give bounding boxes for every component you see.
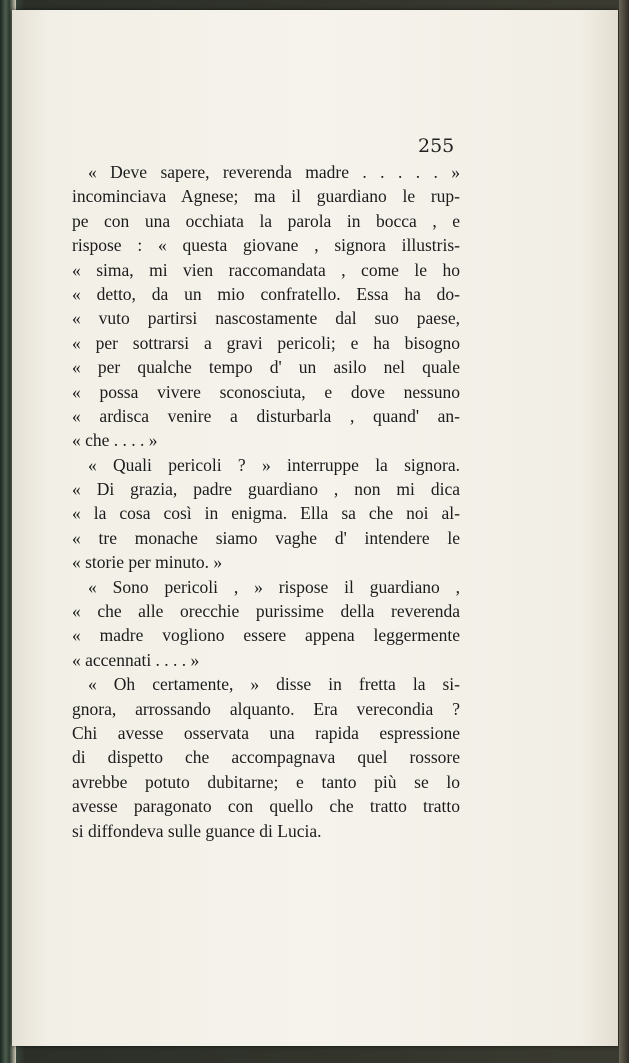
text-line: gnora, arrossando alquanto. Era verecondia ? (72, 698, 460, 719)
page-edge-shadow (619, 0, 629, 1063)
text-line: pe con una occhiata la parola in bocca , e (72, 210, 460, 231)
text-line: incominciava Agnese; ma il guardiano le rup- (72, 186, 460, 207)
text-line: Chi avesse osservata una rapida espressione (72, 722, 460, 743)
text-line: « vuto partirsi nascostamente dal suo paese, (72, 308, 460, 329)
body-text (72, 160, 460, 843)
text-line: « sima, mi vien raccomandata , come le ho (72, 259, 460, 280)
text-line: « la cosa così in enigma. Ella sa che noi al- (72, 503, 460, 524)
page-number: 255 (418, 135, 455, 157)
text-line: avesse paragonato con quello che tratto tratto (72, 796, 460, 817)
text-line: « storie per minuto. » (72, 552, 223, 573)
text-line: « Deve sapere, reverenda madre . . . . . » (88, 162, 460, 182)
text-line: « Di grazia, padre guardiano , non mi dica (72, 479, 460, 500)
text-line: « ardisca venire a disturbarla , quand' an- (72, 405, 460, 426)
text-line: « Sono pericoli , » rispose il guardiano , (88, 576, 460, 597)
text-line: « tre monache siamo vaghe d' intendere le (72, 527, 460, 548)
text-line: « che alle orecchie purissime della reverenda (72, 601, 460, 622)
text-line: rispose : « questa giovane , signora illustris- (72, 235, 460, 256)
text-line: « per sottrarsi a gravi pericoli; e ha bisogno (72, 332, 460, 353)
text-line: « Quali pericoli ? » interruppe la signora. (88, 454, 460, 475)
text-line: « detto, da un mio confratello. Essa ha do- (72, 283, 460, 304)
text-line: « Oh certamente, » disse in fretta la si- (88, 674, 460, 695)
text-line: « accennati . . . . » (72, 649, 200, 670)
text-line: di dispetto che accompagnava quel rossore (72, 747, 460, 768)
text-line: « possa vivere sconosciuta, e dove nessuno (72, 381, 460, 402)
text-line: si diffondeva sulle guance di Lucia. (72, 820, 322, 841)
text-line: « che . . . . » (72, 430, 158, 451)
text-line: « per qualche tempo d' un asilo nel quale (72, 357, 460, 378)
text-line: avrebbe potuto dubitarne; e tanto più se lo (72, 771, 460, 792)
text-line: « madre vogliono essere appena leggermente (72, 625, 460, 646)
